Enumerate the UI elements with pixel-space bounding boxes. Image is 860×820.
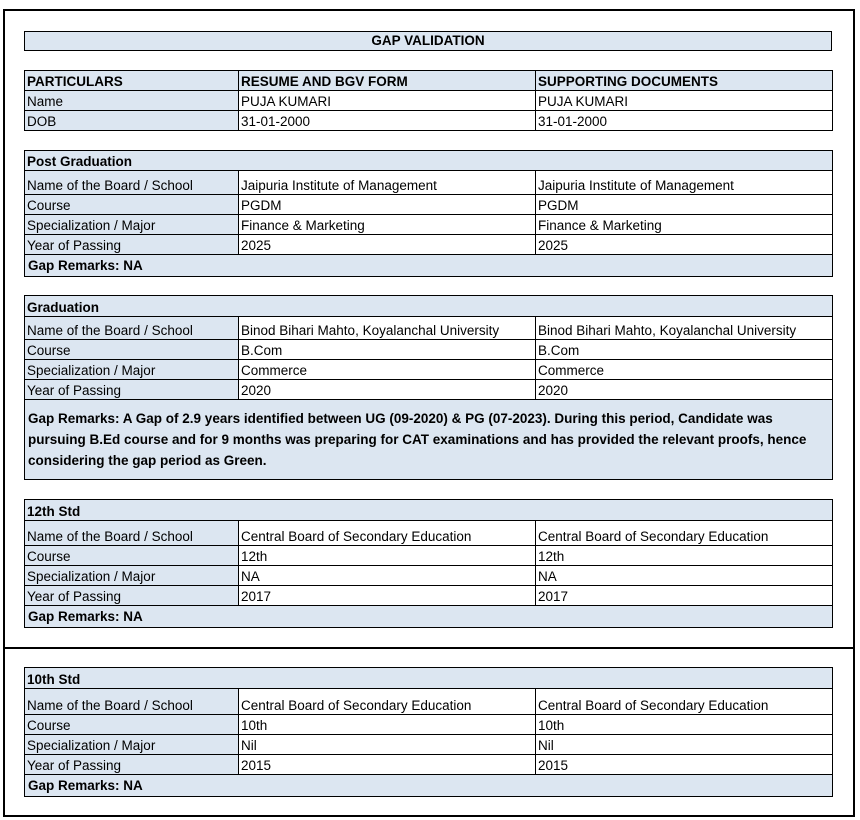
resume-value: 31-01-2000 (239, 111, 536, 131)
table-row (25, 735, 833, 755)
row-label: Course (25, 546, 239, 566)
row-label: Course (25, 195, 239, 215)
table-row (25, 715, 833, 735)
document-value: Binod Bihari Mahto, Koyalanchal University (536, 317, 833, 340)
document-value: Central Board of Secondary Education (536, 521, 833, 546)
row-label: Year of Passing (25, 235, 239, 255)
table-row (25, 317, 833, 340)
section-heading: Graduation (25, 296, 833, 317)
document-value: 31-01-2000 (536, 111, 833, 131)
gap-remarks-row (25, 400, 833, 480)
resume-value: 2025 (239, 235, 536, 255)
gap-remarks: Gap Remarks: NA (25, 255, 833, 277)
gap-remarks: Gap Remarks: NA (25, 775, 833, 797)
graduation-table (24, 295, 833, 480)
table-row (25, 586, 833, 606)
header-resume-bgv: RESUME AND BGV FORM (239, 71, 536, 91)
table-row (25, 521, 833, 546)
header-particulars: PARTICULARS (25, 71, 239, 91)
row-label: Specialization / Major (25, 566, 239, 586)
particulars-table (24, 70, 833, 131)
resume-value: Jaipuria Institute of Management (239, 171, 536, 195)
table-row (25, 171, 833, 195)
resume-value: Commerce (239, 360, 536, 380)
table-row (25, 546, 833, 566)
document-value: PGDM (536, 195, 833, 215)
document-value: 2015 (536, 755, 833, 775)
row-label: Course (25, 715, 239, 735)
row-label: Specialization / Major (25, 215, 239, 235)
resume-value: 10th (239, 715, 536, 735)
resume-value: 2017 (239, 586, 536, 606)
row-label: Specialization / Major (25, 360, 239, 380)
table-row (25, 689, 833, 715)
section-header-row (25, 668, 833, 689)
document-value: Nil (536, 735, 833, 755)
document-value: Jaipuria Institute of Management (536, 171, 833, 195)
document-value: NA (536, 566, 833, 586)
gap-remarks-row (25, 775, 833, 797)
document-value: 2020 (536, 380, 833, 400)
resume-value: B.Com (239, 340, 536, 360)
gap-remarks-row (25, 255, 833, 277)
section-heading: 12th Std (25, 500, 833, 521)
section-header-row (25, 500, 833, 521)
document-value: B.Com (536, 340, 833, 360)
resume-value: Central Board of Secondary Education (239, 521, 536, 546)
resume-value: NA (239, 566, 536, 586)
row-label: Specialization / Major (25, 735, 239, 755)
12th-std-table (24, 499, 833, 628)
resume-value: Finance & Marketing (239, 215, 536, 235)
10th-std-table (24, 667, 833, 797)
section-heading: Post Graduation (25, 151, 833, 171)
resume-value: 12th (239, 546, 536, 566)
resume-value: PGDM (239, 195, 536, 215)
table-row (25, 91, 833, 111)
row-label: Year of Passing (25, 755, 239, 775)
document-value: Finance & Marketing (536, 215, 833, 235)
row-label: Course (25, 340, 239, 360)
section-header-row (25, 151, 833, 171)
table-row (25, 215, 833, 235)
document-value: 12th (536, 546, 833, 566)
document-value: 2025 (536, 235, 833, 255)
row-label: Year of Passing (25, 380, 239, 400)
gap-remarks: Gap Remarks: NA (25, 606, 833, 628)
row-label: Name of the Board / School (25, 689, 239, 715)
gap-remarks-row (25, 606, 833, 628)
gap-remarks: Gap Remarks: A Gap of 2.9 years identified between UG (09-2020) & PG (07-2023). During this period, Candidate was pursuing B.Ed course and for 9 months was preparing for CAT examinations and has provided the relevant proofs, hence considering the gap period as Green. (25, 400, 833, 480)
particulars-header-row (25, 71, 833, 91)
document-value: 2017 (536, 586, 833, 606)
document-value: PUJA KUMARI (536, 91, 833, 111)
page-title: GAP VALIDATION (24, 31, 832, 51)
table-row (25, 380, 833, 400)
post-graduation-table (24, 150, 833, 277)
table-row (25, 566, 833, 586)
resume-value: 2020 (239, 380, 536, 400)
row-label: Name (25, 91, 239, 111)
section-header-row (25, 296, 833, 317)
resume-value: 2015 (239, 755, 536, 775)
table-row (25, 111, 833, 131)
row-label: Name of the Board / School (25, 521, 239, 546)
row-label: Name of the Board / School (25, 317, 239, 340)
table-row (25, 235, 833, 255)
resume-value: Binod Bihari Mahto, Koyalanchal University (239, 317, 536, 340)
resume-value: Central Board of Secondary Education (239, 689, 536, 715)
table-row (25, 755, 833, 775)
row-label: Name of the Board / School (25, 171, 239, 195)
document-value: 10th (536, 715, 833, 735)
resume-value: Nil (239, 735, 536, 755)
document-value: Central Board of Secondary Education (536, 689, 833, 715)
table-row (25, 340, 833, 360)
row-label: Year of Passing (25, 586, 239, 606)
header-supporting-docs: SUPPORTING DOCUMENTS (536, 71, 833, 91)
row-label: DOB (25, 111, 239, 131)
table-row (25, 360, 833, 380)
section-heading: 10th Std (25, 668, 833, 689)
resume-value: PUJA KUMARI (239, 91, 536, 111)
document-value: Commerce (536, 360, 833, 380)
table-row (25, 195, 833, 215)
